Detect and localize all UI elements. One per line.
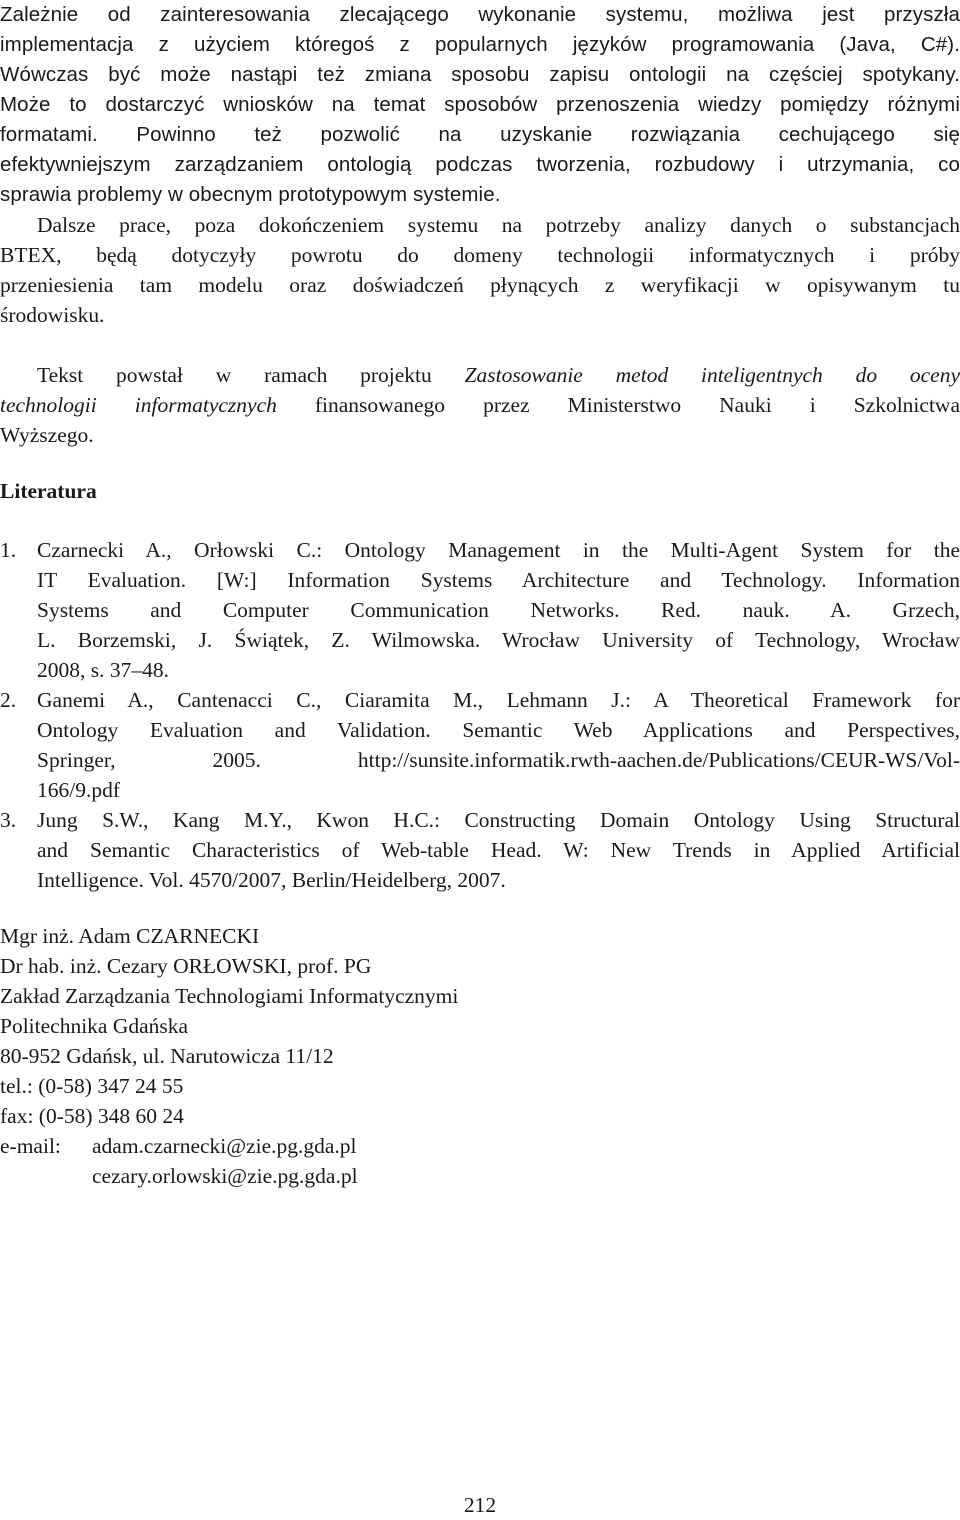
funding-note bbox=[0, 360, 960, 450]
author-name: Mgr inż. Adam CZARNECKI bbox=[0, 924, 260, 948]
email-row bbox=[0, 1161, 960, 1191]
funding-prefix: Tekst powstał w ramach projektu bbox=[37, 363, 465, 387]
text-line: Intelligence. Vol. 4570/2007, Berlin/Heidelberg, 2007. bbox=[37, 868, 506, 892]
reference-number: 3. bbox=[0, 808, 17, 832]
paragraph-further-work bbox=[0, 210, 960, 330]
funding-suffix: finansowanego przez Ministerstwo Nauki i Szkolnictwa bbox=[276, 393, 960, 417]
text-line: Wówczas być może nastąpi też zmiana sposobu zapisu ontologii na częściej spotykany. bbox=[0, 63, 960, 86]
text-line: Springer, 2005. http://sunsite.informatik.rwth-aachen.de/Publications/CEUR-WS/Vol- bbox=[37, 748, 960, 772]
address: 80-952 Gdańsk, ul. Narutowicza 11/12 bbox=[0, 1044, 334, 1068]
reference-item bbox=[0, 805, 960, 895]
reference-text bbox=[37, 805, 960, 895]
text-line: Jung S.W., Kang M.Y., Kwon H.C.: Constructing Domain Ontology Using Structural bbox=[37, 808, 960, 832]
email-link[interactable]: cezary.orlowski@zie.pg.gda.pl bbox=[92, 1164, 358, 1188]
text-line: Dalsze prace, poza dokończeniem systemu na potrzeby analizy danych o substancjach bbox=[37, 213, 960, 237]
project-title: Zastosowanie metod inteligentnych do oceny bbox=[464, 363, 960, 387]
paragraph-future-implementation bbox=[0, 0, 960, 210]
page-number: 212 bbox=[463, 1493, 497, 1517]
author-affiliation bbox=[0, 921, 960, 1191]
reference-number: 2. bbox=[0, 688, 17, 712]
text-line: formatami. Powinno też pozwolić na uzyskanie rozwiązania cechującego się bbox=[0, 123, 960, 146]
email-link[interactable]: adam.czarnecki@zie.pg.gda.pl bbox=[92, 1134, 357, 1158]
text-line bbox=[0, 360, 960, 390]
author-name: Dr hab. inż. Cezary ORŁOWSKI, prof. PG bbox=[0, 954, 372, 978]
department: Zakład Zarządzania Technologiami Informatycznymi bbox=[0, 984, 459, 1008]
fax: fax: (0-58) 348 60 24 bbox=[0, 1104, 184, 1128]
references-heading: Literatura bbox=[0, 479, 97, 503]
reference-item bbox=[0, 685, 960, 805]
text-line: przeniesienia tam modelu oraz doświadczeń płynących z weryfikacji w opisywanym tu bbox=[0, 273, 960, 297]
text-line: Czarnecki A., Orłowski C.: Ontology Management in the Multi-Agent System for the bbox=[37, 538, 960, 562]
email-row bbox=[0, 1131, 960, 1161]
text-line bbox=[0, 390, 960, 420]
text-line: implementacja z użyciem któregoś z popularnych języków programowania (Java, C#). bbox=[0, 33, 960, 56]
text-line: Zależnie od zainteresowania zlecającego wykonanie systemu, możliwa jest przyszła bbox=[0, 3, 960, 26]
text-line: środowisku. bbox=[0, 303, 105, 327]
text-line: Systems and Computer Communication Networks. Red. nauk. A. Grzech, bbox=[37, 598, 960, 622]
telephone: tel.: (0-58) 347 24 55 bbox=[0, 1074, 184, 1098]
reference-text bbox=[37, 685, 960, 805]
reference-item bbox=[0, 535, 960, 685]
text-line: Może to dostarczyć wniosków na temat sposobów przenoszenia wiedzy pomiędzy różnymi bbox=[0, 93, 960, 116]
text-line: Ganemi A., Cantenacci C., Ciaramita M., Lehmann J.: A Theoretical Framework for bbox=[37, 688, 960, 712]
text-line: BTEX, będą dotyczyły powrotu do domeny technologii informatycznych i próby bbox=[0, 243, 960, 267]
text-line: Wyższego. bbox=[0, 423, 94, 447]
university: Politechnika Gdańska bbox=[0, 1014, 189, 1038]
text-line: 2008, s. 37–48. bbox=[37, 658, 169, 682]
project-title-cont: technologii informatycznych bbox=[0, 393, 277, 417]
email-label: e-mail: bbox=[0, 1134, 61, 1158]
text-line: and Semantic Characteristics of Web-table Head. W: New Trends in Applied Artificial bbox=[37, 838, 960, 862]
reference-number: 1. bbox=[0, 538, 17, 562]
text-line: Ontology Evaluation and Validation. Semantic Web Applications and Perspectives, bbox=[37, 718, 960, 742]
text-line: efektywniejszym zarządzaniem ontologią podczas tworzenia, rozbudowy i utrzymania, co bbox=[0, 153, 960, 176]
reference-text bbox=[37, 535, 960, 685]
text-line: IT Evaluation. [W:] Information Systems Architecture and Technology. Information bbox=[37, 568, 960, 592]
text-line: 166/9.pdf bbox=[37, 778, 121, 802]
text-line: L. Borzemski, J. Świątek, Z. Wilmowska. Wrocław University of Technology, Wrocław bbox=[37, 628, 960, 652]
text-line: sprawia problemy w obecnym prototypowym systemie. bbox=[0, 183, 501, 206]
